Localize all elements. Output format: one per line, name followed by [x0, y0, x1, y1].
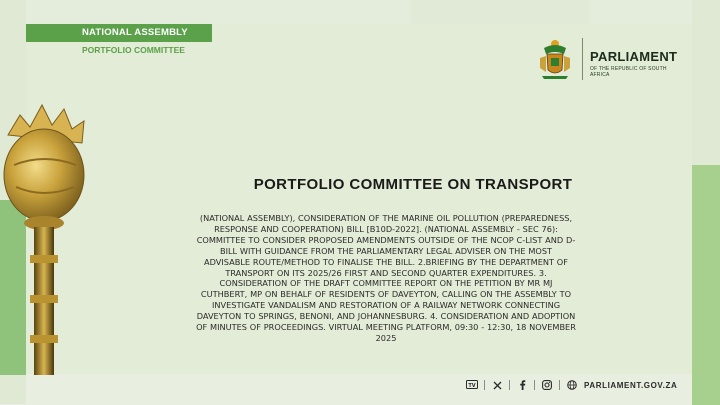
parliament-logo: [534, 38, 684, 82]
website-link[interactable]: PARLIAMENT.GOV.ZA: [584, 380, 678, 390]
facebook-icon[interactable]: [516, 379, 528, 391]
footer-separator: [484, 380, 485, 390]
footer-separator: [534, 380, 535, 390]
globe-icon[interactable]: [566, 379, 578, 391]
footer-separator: [509, 380, 510, 390]
logo-title: PARLIAMENT: [590, 49, 678, 64]
logo-subtitle: OF THE REPUBLIC OF SOUTH AFRICA: [590, 66, 667, 78]
top-accent-band: [410, 0, 590, 24]
mace-icon: [0, 95, 110, 375]
meeting-title: PORTFOLIO COMMITTEE ON TRANSPORT: [253, 176, 573, 193]
footer-bar: [466, 378, 677, 392]
footer-separator: [559, 380, 560, 390]
tv-icon[interactable]: [466, 379, 478, 391]
right-green-panel: [692, 165, 720, 405]
instagram-icon[interactable]: [541, 379, 553, 391]
x-icon[interactable]: [491, 379, 503, 391]
logo-divider: [582, 38, 583, 80]
svg-text:TV: TV: [468, 382, 476, 389]
committee-label: PORTFOLIO COMMITTEE: [82, 45, 185, 55]
top-background-band: [26, 0, 692, 24]
coat-of-arms-icon: [534, 38, 576, 80]
house-label: NATIONAL ASSEMBLY: [26, 24, 212, 42]
meeting-description: (NATIONAL ASSEMBLY), CONSIDERATION OF THE MARINE OIL POLLUTION (PREPAREDNESS, RESPONSE AND COOPERATION) BILL [B10D-2022]. (NATIONAL ASSEMBLY - SEC 76): COMMITTEE TO CONSIDER PROPOSED AMENDMENTS OUTSIDE OF THE NCOP C-LIST AND D-BILL WITH GUIDANCE FROM THE PARLIAMENTARY LEGAL ADVISER ON THE MOST ADVISABLE ROUTE/METHOD TO FINALISE THE BILL. 2.BRIEFING BY THE DEPARTMENT OF TRANSPORT ON ITS 2025/26 FIRST AND SECOND QUARTER EXPENDITURES. 3. CONSIDERATION OF THE DRAFT COMMITTEE REPORT ON THE PETITION BY MR MJ CUTHBERT, MP ON BEHALF OF RESIDENTS OF DAVEYTON, CALLING ON THE ASSEMBLY TO INVESTIGATE VANDALISM AND RESTORATION OF A RAILWAY NETWORK CONNECTING DAVEYTON TO SPRINGS, BENONI, AND JOHANNESBURG. 4. CONSIDERATION AND ADOPTION OF MINUTES OF PROCEEDINGS. VIRTUAL MEETING PLATFORM, 09:30 - 12:30, 18 NOVEMBER 2025: [196, 213, 576, 343]
